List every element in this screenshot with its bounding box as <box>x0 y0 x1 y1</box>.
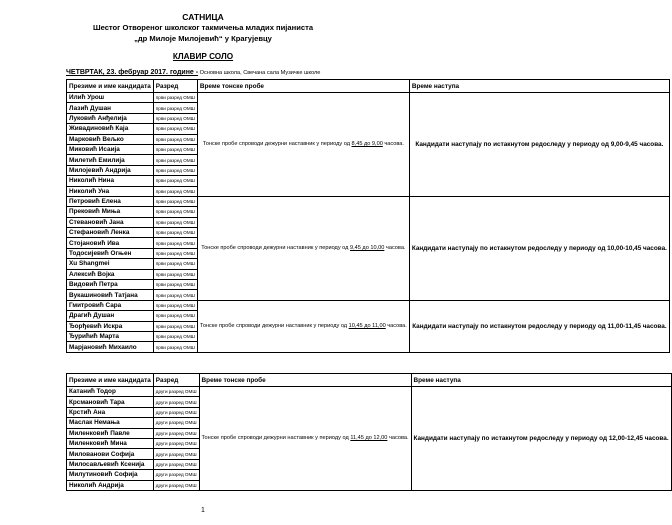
table-row <box>67 93 670 103</box>
candidate-grade: први разред ОМШ <box>153 93 197 103</box>
candidate-name: Милетић Емилија <box>67 155 154 165</box>
table-row <box>67 196 670 206</box>
candidate-name: Драгић Душан <box>67 311 154 321</box>
candidate-name: Стојановић Ива <box>67 238 154 248</box>
rehearsal-text: Тонске пробе спроводи дежурни наставник у периоду од <box>201 244 350 251</box>
candidate-name: Вукашиновић Татјана <box>67 290 154 300</box>
candidate-name: Стевановић Јана <box>67 217 154 227</box>
candidate-name: Ђорђевић Искра <box>67 321 154 331</box>
candidate-grade: први разред ОМШ <box>153 321 197 331</box>
candidate-grade: први разред ОМШ <box>153 155 197 165</box>
candidate-grade: други разред ОМШ <box>153 470 199 480</box>
candidate-grade: други разред ОМШ <box>153 438 199 448</box>
category-heading: КЛАВИР СОЛО <box>172 52 234 61</box>
candidate-name: Крсмановић Тара <box>67 397 154 407</box>
header-name: Презиме и име кандидата <box>67 80 154 93</box>
table-row <box>67 387 672 397</box>
candidate-grade: други разред ОМШ <box>153 459 199 469</box>
candidate-name: Миленковић Павле <box>67 428 154 438</box>
candidate-name: Ђурићић Марта <box>67 331 154 341</box>
candidate-name: Xu Shangmei <box>67 259 154 269</box>
candidate-grade: први разред ОМШ <box>153 280 197 290</box>
candidate-name: Лазић Душан <box>67 103 154 113</box>
candidate-grade: први разред ОМШ <box>153 300 197 310</box>
candidate-grade: први разред ОМШ <box>153 134 197 144</box>
candidate-name: Милојевић Андрија <box>67 165 154 175</box>
rehearsal-text: Тонске пробе спроводи дежурни наставник у периоду од <box>202 140 352 147</box>
rehearsal-time-cell <box>197 196 409 300</box>
rehearsal-time: 10,45 до 11,00 <box>348 322 386 329</box>
candidate-name: Николић Андрија <box>67 480 154 490</box>
table-header-row <box>67 374 672 387</box>
candidate-grade: први разред ОМШ <box>153 259 197 269</box>
event-date: ЧЕТВРТАК, 23. фебруар 2017. године - <box>66 69 199 76</box>
candidate-grade: први разред ОМШ <box>153 217 197 227</box>
candidate-name: Тодосијевић Огњен <box>67 248 154 258</box>
performance-time-cell: Кандидати наступају по истакнутом редоследу у периоду од 12,00-12,45 часова. <box>411 387 671 491</box>
candidate-grade: први разред ОМШ <box>153 144 197 154</box>
candidate-grade: први разред ОМШ <box>153 342 197 352</box>
competition-name: Шестог Отвореног школског такмичења младих пијаниста <box>92 23 314 32</box>
candidate-grade: први разред ОМШ <box>153 113 197 123</box>
performance-time-cell: Кандидати наступају по истакнутом редоследу у периоду од 9,00-9,45 часова. <box>409 93 669 197</box>
candidate-name: Видовић Петра <box>67 280 154 290</box>
header-rehearsal-time: Време тонске пробе <box>199 374 411 387</box>
page-number: 1 <box>201 507 205 514</box>
candidate-name: Катанић Тодор <box>67 387 154 397</box>
table-row <box>67 300 670 310</box>
candidate-grade: први разред ОМШ <box>153 331 197 341</box>
candidate-grade: други разред ОМШ <box>153 407 199 417</box>
candidate-name: Николић Уна <box>67 186 154 196</box>
candidate-name: Миковић Исаија <box>67 144 154 154</box>
candidate-grade: други разред ОМШ <box>153 387 199 397</box>
header-name: Презиме и име кандидата <box>67 374 154 387</box>
performance-time-cell: Кандидати наступају по истакнутом редоследу у периоду од 10,00-10,45 часова. <box>409 196 669 300</box>
table-header-row <box>67 80 670 93</box>
candidate-name: Марјановић Михаило <box>67 342 154 352</box>
candidate-name: Миленковић Мина <box>67 438 154 448</box>
rehearsal-suffix: часова. <box>385 322 407 329</box>
date-line <box>66 69 320 76</box>
candidate-grade: други разред ОМШ <box>153 428 199 438</box>
candidate-grade: први разред ОМШ <box>153 228 197 238</box>
candidate-name: Стефановић Ленка <box>67 228 154 238</box>
candidate-grade: први разред ОМШ <box>153 103 197 113</box>
candidate-grade: први разред ОМШ <box>153 165 197 175</box>
candidate-name: Милутиновић Софија <box>67 470 154 480</box>
candidate-name: Прековић Миња <box>67 207 154 217</box>
candidate-name: Петровић Елена <box>67 196 154 206</box>
candidate-grade: први разред ОМШ <box>153 269 197 279</box>
rehearsal-suffix: часова. <box>384 244 406 251</box>
rehearsal-time: 9,45 до 10,00 <box>349 244 385 251</box>
event-venue: Основна школа, Свечана сала Музичке школе <box>198 70 321 76</box>
candidate-name: Милованови Софија <box>67 449 154 459</box>
candidate-grade: други разред ОМШ <box>153 449 199 459</box>
candidate-name: Гмитровић Сара <box>67 300 154 310</box>
rehearsal-text: Тонске пробе спроводи дежурни наставник у периоду од <box>199 322 349 329</box>
candidate-grade: први разред ОМШ <box>153 248 197 258</box>
candidate-name: Алексић Војка <box>67 269 154 279</box>
candidate-name: Милосављевић Ксенија <box>67 459 154 469</box>
candidate-grade: први разред ОМШ <box>153 124 197 134</box>
candidate-grade: први разред ОМШ <box>153 311 197 321</box>
candidate-name: Маслак Немања <box>67 418 154 428</box>
candidate-grade: први разред ОМШ <box>153 176 197 186</box>
candidate-grade: први разред ОМШ <box>153 196 197 206</box>
rehearsal-time-cell <box>199 387 411 491</box>
schedule-table-first-grade <box>66 79 670 353</box>
candidate-grade: први разред ОМШ <box>153 238 197 248</box>
header-performance-time: Време наступа <box>409 80 669 93</box>
candidate-grade: први разред ОМШ <box>153 186 197 196</box>
candidate-grade: први разред ОМШ <box>153 290 197 300</box>
rehearsal-suffix: часова. <box>387 434 409 441</box>
rehearsal-time: 11,45 до 12,00 <box>350 434 388 441</box>
rehearsal-text: Тонске пробе спроводи дежурни наставник у периоду од <box>201 434 351 441</box>
rehearsal-time-cell <box>197 93 409 197</box>
rehearsal-time: 8,45 до 9,00 <box>351 140 383 147</box>
candidate-name: Илић Урош <box>67 93 154 103</box>
performance-time-cell: Кандидати наступају по истакнутом редоследу у периоду од 11,00-11,45 часова. <box>409 300 669 352</box>
candidate-grade: први разред ОМШ <box>153 207 197 217</box>
rehearsal-time-cell <box>197 300 409 352</box>
candidate-grade: други разред ОМШ <box>153 418 199 428</box>
candidate-name: Луковић Анђелија <box>67 113 154 123</box>
candidate-grade: други разред ОМШ <box>153 480 199 490</box>
header-performance-time: Време наступа <box>411 374 671 387</box>
schedule-table-second-grade <box>66 373 672 491</box>
document-title: САТНИЦА <box>182 12 224 22</box>
header-rehearsal-time: Време тонске пробе <box>197 80 409 93</box>
candidate-name: Николић Нина <box>67 176 154 186</box>
header-grade: Разред <box>153 374 199 387</box>
candidate-grade: други разред ОМШ <box>153 397 199 407</box>
rehearsal-suffix: часова. <box>382 140 404 147</box>
candidate-name: Марковић Вељко <box>67 134 154 144</box>
header-grade: Разред <box>153 80 197 93</box>
candidate-name: Живадиновић Каја <box>67 124 154 134</box>
candidate-name: Крстић Ана <box>67 407 154 417</box>
competition-location: „др Милоје Милојевић“ у Крагујевцу <box>134 34 272 43</box>
